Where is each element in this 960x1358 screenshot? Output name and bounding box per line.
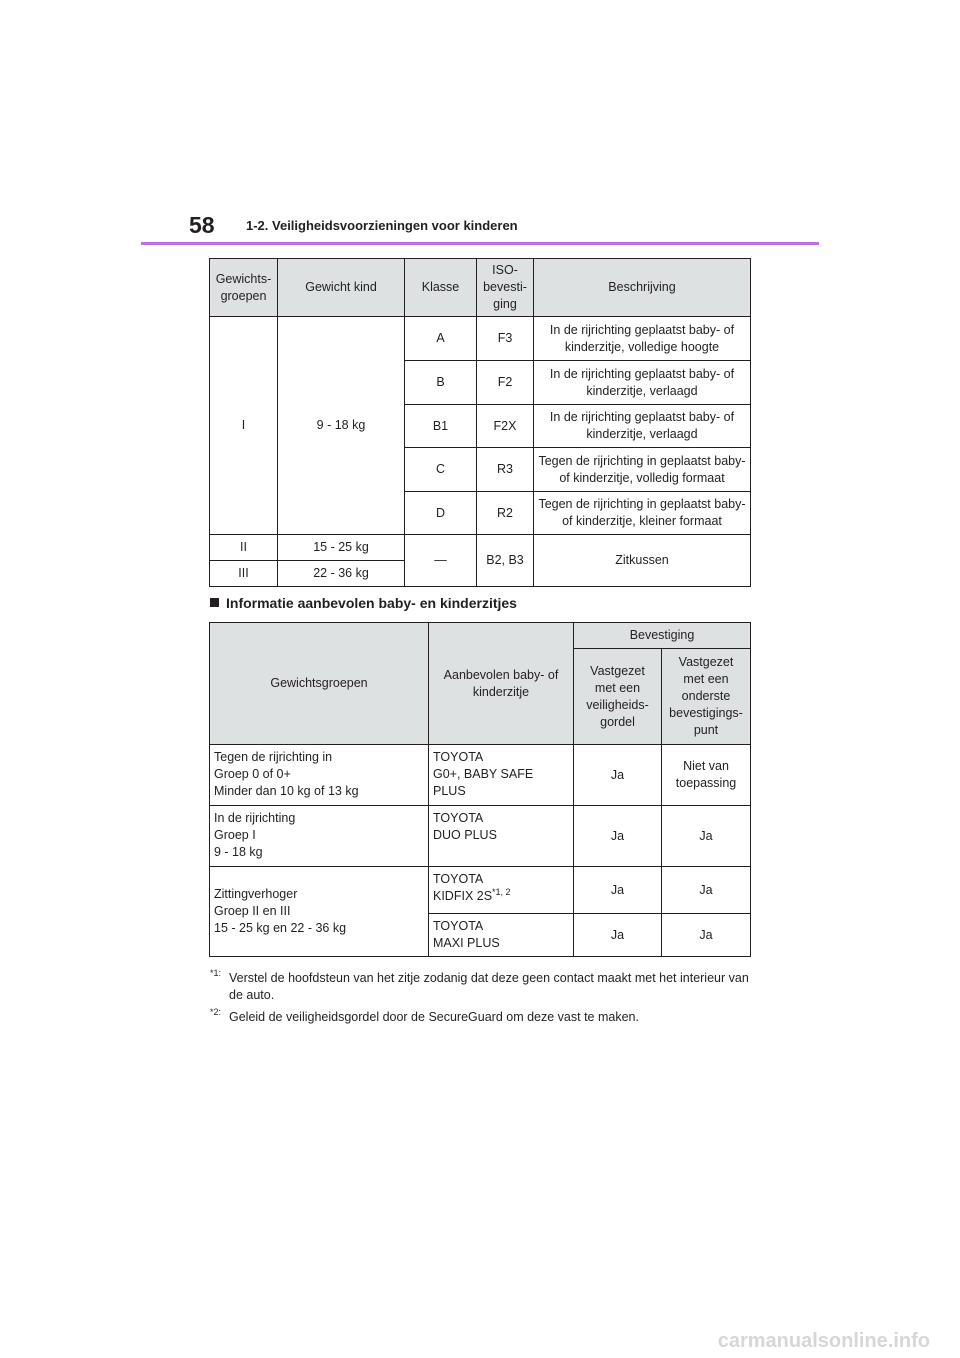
description-cell: In de rijrichting geplaatst baby- of kinderzitje, verlaagd (534, 405, 751, 448)
table-header-row (210, 623, 751, 649)
class-cell: D (405, 492, 477, 535)
class-cell: A (405, 317, 477, 361)
table-row (210, 317, 751, 361)
belt-cell: Ja (574, 867, 662, 914)
group-cell: II (210, 535, 278, 561)
iso-cell: B2, B3 (477, 535, 534, 587)
class-cell: C (405, 448, 477, 492)
table-row (210, 535, 751, 561)
description-cell: Zitkussen (534, 535, 751, 587)
header-recommended-seat: Aanbevolen baby- of kinderzitje (429, 623, 574, 745)
subsection-heading: Informatie aanbevolen baby- en kinderzitjes (210, 595, 517, 611)
belt-cell: Ja (574, 914, 662, 957)
footnote-text: Geleid de veiligheidsgordel door de SecureGuard om deze vast te maken. (229, 1010, 639, 1024)
anchor-cell: Niet van toepassing (662, 745, 751, 806)
header-mounting: Bevestiging (574, 623, 751, 649)
group-cell: I (210, 317, 278, 535)
class-cell: B (405, 361, 477, 405)
seat-cell: TOYOTA DUO PLUS (429, 806, 574, 867)
footnote-mark: *1: (210, 968, 222, 978)
anchor-cell: Ja (662, 914, 751, 957)
weight-cell: 22 - 36 kg (278, 561, 405, 587)
description-cell: Tegen de rijrichting in geplaatst baby- of kinderzitje, volledig formaat (534, 448, 751, 492)
weight-group-table (209, 258, 751, 587)
footnote-mark: *2: (210, 1007, 222, 1017)
header-description: Beschrijving (534, 259, 751, 317)
iso-cell: R3 (477, 448, 534, 492)
belt-cell: Ja (574, 806, 662, 867)
seat-cell: TOYOTA G0+, BABY SAFE PLUS (429, 745, 574, 806)
header-divider (141, 242, 819, 245)
footnote-1 (210, 970, 750, 1004)
watermark: carmanualsonline.info (717, 1330, 930, 1352)
anchor-cell: Ja (662, 867, 751, 914)
footnote-reference: *1, 2 (492, 886, 511, 897)
header-class: Klasse (405, 259, 477, 317)
square-bullet-icon (210, 598, 219, 607)
table-row (210, 867, 751, 914)
header-iso-fixing: ISO- bevesti- ging (477, 259, 534, 317)
footnote-text: Verstel de hoofdsteun van het zitje zodanig dat deze geen contact maakt met het interieur van de auto. (229, 971, 749, 1002)
group-cell: In de rijrichting Groep I 9 - 18 kg (210, 806, 429, 867)
iso-cell: F3 (477, 317, 534, 361)
header-anchor-mounted: Vastgezet met een onderste bevestigings- punt (662, 649, 751, 745)
seat-cell: TOYOTA KIDFIX $2S^{*1, 2}$ (429, 867, 574, 914)
header-weight-group: Gewichts- groepen (210, 259, 278, 317)
page-number: 58 (189, 212, 215, 238)
group-cell: III (210, 561, 278, 587)
description-cell: Tegen de rijrichting in geplaatst baby- of kinderzitje, kleiner formaat (534, 492, 751, 535)
header-child-weight: Gewicht kind (278, 259, 405, 317)
anchor-cell: Ja (662, 806, 751, 867)
table-header-row (210, 259, 751, 317)
header-belt-mounted: Vastgezet met een veiligheids- gordel (574, 649, 662, 745)
description-cell: In de rijrichting geplaatst baby- of kinderzitje, verlaagd (534, 361, 751, 405)
recommended-seats-table (209, 622, 751, 957)
class-cell: B1 (405, 405, 477, 448)
table-row (210, 806, 751, 867)
weight-cell: 15 - 25 kg (278, 535, 405, 561)
header-weight-groups: Gewichtsgroepen (210, 623, 429, 745)
footnote-2 (210, 1009, 750, 1026)
description-cell: In de rijrichting geplaatst baby- of kinderzitje, volledige hoogte (534, 317, 751, 361)
table-row (210, 745, 751, 806)
seat-cell: TOYOTA MAXI PLUS (429, 914, 574, 957)
iso-cell: F2 (477, 361, 534, 405)
weight-cell: 9 - 18 kg (278, 317, 405, 535)
iso-cell: F2X (477, 405, 534, 448)
group-cell: Zittingverhoger Groep II en III 15 - 25 kg en 22 - 36 kg (210, 867, 429, 957)
iso-cell: R2 (477, 492, 534, 535)
belt-cell: Ja (574, 745, 662, 806)
class-cell: — (405, 535, 477, 587)
section-title: 1-2. Veiligheidsvoorzieningen voor kinderen (246, 218, 518, 233)
group-cell: Tegen de rijrichting in Groep 0 of 0+ Minder dan 10 kg of 13 kg (210, 745, 429, 806)
